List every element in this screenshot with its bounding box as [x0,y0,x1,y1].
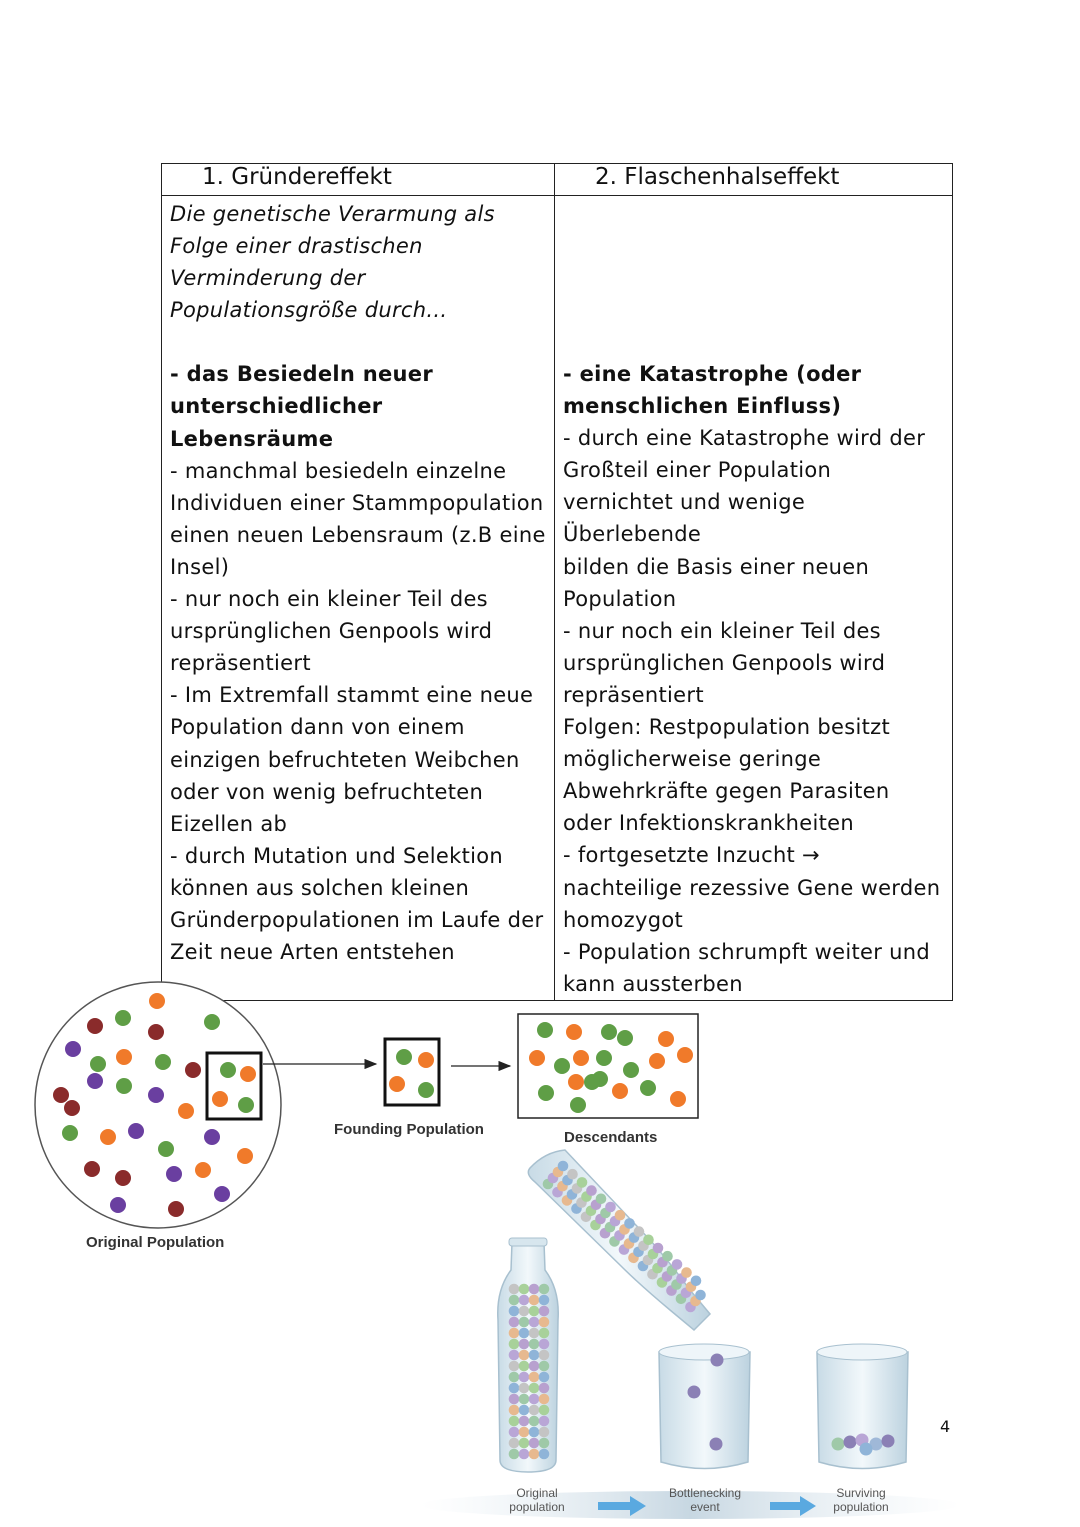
bead [509,1438,520,1449]
original-population-label: Original Population [86,1234,225,1251]
dot [617,1030,633,1046]
text-line: möglicherweise geringe [563,747,822,772]
bead [519,1350,530,1361]
dot [396,1049,412,1065]
bead [529,1350,540,1361]
bead [662,1251,673,1262]
dot [570,1097,586,1113]
bead [882,1435,895,1448]
bead [688,1386,701,1399]
dot [204,1129,220,1145]
bead [539,1306,550,1317]
bead [519,1339,530,1350]
dot [178,1103,194,1119]
dot [418,1052,434,1068]
text-line: oder Infektionskrankheiten [563,811,855,836]
dot [195,1162,211,1178]
dot [612,1083,628,1099]
bead [529,1372,540,1383]
text-line: einen neuen Lebensraum (z.B eine [170,522,546,547]
bead [558,1161,569,1172]
dot [584,1074,600,1090]
founding-population-label: Founding Population [334,1121,484,1138]
text-line: einzigen befruchteten Weibchen [170,747,520,772]
dot [87,1073,103,1089]
dot [596,1050,612,1066]
dot [65,1041,81,1057]
text-line: - Population schrumpft weiter und [563,939,930,964]
text-line: repräsentiert [170,651,311,676]
text-line: - manchmal besiedeln einzelne [170,458,507,483]
text-line: können aus solchen kleinen [170,875,470,900]
bead [539,1438,550,1449]
text-line: - nur noch ein kleiner Teil des [170,587,488,612]
dot [204,1014,220,1030]
text-line: Gründerpopulationen im Laufe der [170,907,544,932]
page-number: 4 [940,1417,951,1436]
bead [529,1427,540,1438]
bead [529,1317,540,1328]
bead [529,1328,540,1339]
bead [529,1295,540,1306]
bead [529,1449,540,1460]
text-line: ursprünglichen Genpools wird [563,650,886,675]
bead [519,1295,530,1306]
text-line: Individuen einer Stammpopulation [170,490,544,515]
bead [509,1394,520,1405]
dot [128,1123,144,1139]
bead [509,1405,520,1416]
dot [601,1024,617,1040]
bead [539,1350,550,1361]
bead [596,1194,607,1205]
bead [577,1177,588,1188]
bead [539,1383,550,1394]
dot [110,1197,126,1213]
text-line: kann aussterben [563,971,743,996]
dot [90,1056,106,1072]
dot [389,1076,405,1092]
text-line: Großteil einer Population [563,458,832,483]
dot [148,1024,164,1040]
dot [240,1066,256,1082]
bead [519,1427,530,1438]
bead [509,1427,520,1438]
text-line: Eizellen ab [170,811,288,836]
definition-text [170,198,546,326]
bead [519,1306,530,1317]
bead [509,1328,520,1339]
bead [844,1436,857,1449]
text-line: Insel) [170,554,230,579]
bead [509,1350,520,1361]
bead [509,1317,520,1328]
dot [158,1141,174,1157]
header-founder-effect: 1. Gründereffekt [162,164,555,196]
dot [212,1091,228,1107]
bead [539,1317,550,1328]
dot [148,1087,164,1103]
bead [681,1267,692,1278]
dot [155,1054,171,1070]
text-line: homozygot [563,907,684,932]
dot [149,993,165,1009]
bead [519,1317,530,1328]
bead [615,1210,626,1221]
bead [519,1449,530,1460]
bead [509,1295,520,1306]
bead [519,1284,530,1295]
dot [649,1053,665,1069]
dot [658,1031,674,1047]
dot [677,1047,693,1063]
bead [634,1226,645,1237]
bead [695,1290,706,1301]
header-bottleneck-effect: 2. Flaschenhalseffekt [555,164,953,196]
bead [509,1306,520,1317]
bead [539,1416,550,1427]
text-line: - durch eine Katastrophe wird der [563,426,926,451]
founding-population-dots [389,1049,434,1098]
dot [185,1062,201,1078]
bead [529,1405,540,1416]
dot [640,1080,656,1096]
bottleneck-glass [659,1344,750,1469]
bead [509,1361,520,1372]
bottleneck-effect-text [563,358,944,1000]
descendants-label: Descendants [564,1129,658,1146]
text-line: repräsentiert [563,682,704,707]
text-line: Abwehrkräfte gegen Parasiten [563,779,890,804]
text-line: - das Besiedeln neuer [170,362,434,387]
bead [529,1284,540,1295]
bead [539,1449,550,1460]
bead [519,1372,530,1383]
definition-line: Verminderung der [170,266,366,291]
bead [605,1202,616,1213]
text-line: - Im Extremfall stammt eine neue [170,683,534,708]
text-line: Population dann von einem [170,715,465,740]
comparison-table [161,163,953,1001]
dot [116,1078,132,1094]
text-line: - durch Mutation und Selektion [170,843,504,868]
bead [539,1405,550,1416]
dot [529,1050,545,1066]
text-line: nachteilige rezessive Gene werden [563,875,941,900]
text-line: unterschiedlicher Lebensräume [170,394,383,451]
text-line: Population [563,586,677,611]
text-line: oder von wenig befruchteten [170,779,484,804]
bead [860,1443,873,1456]
bottleneck-effect-cell [555,196,953,1001]
bead [509,1416,520,1427]
dot [100,1129,116,1145]
bead [519,1361,530,1372]
text-line: vernichtet und wenige Überlebende [563,490,806,547]
bead [509,1449,520,1460]
dot [168,1201,184,1217]
founder-effect-text [170,358,546,968]
dot [623,1062,639,1078]
bead [519,1405,530,1416]
bead [519,1383,530,1394]
surviving-population-label: Surviving population [833,1486,889,1514]
bead [509,1383,520,1394]
bead [624,1218,635,1229]
bead [643,1235,654,1246]
dot [115,1170,131,1186]
text-line: menschlichen Einfluss) [563,394,842,419]
bead [529,1361,540,1372]
text-line: Zeit neue Arten entstehen [170,940,455,965]
dot [53,1087,69,1103]
bead [529,1306,540,1317]
dot [64,1100,80,1116]
bead [539,1328,550,1339]
text-line: ursprünglichen Genpools wird [170,619,493,644]
dot [538,1085,554,1101]
bead [509,1372,520,1383]
definition-line: Folge einer drastischen [170,234,423,259]
dot [670,1091,686,1107]
text-line: Folgen: Restpopulation besitzt [563,715,891,740]
definition-line: Die genetische Verarmung als [170,202,495,226]
dot [238,1097,254,1113]
bottleneck-event-label: Bottlenecking event [668,1486,742,1514]
bead [529,1339,540,1350]
bead [586,1185,597,1196]
bead [539,1361,550,1372]
bead [529,1394,540,1405]
dot [418,1082,434,1098]
dot [237,1148,253,1164]
text-line: bilden die Basis einer neuen [563,554,870,579]
dot [568,1074,584,1090]
dot [115,1010,131,1026]
dot [87,1018,103,1034]
bead [519,1416,530,1427]
bead [509,1339,520,1350]
bead [539,1339,550,1350]
bead [653,1243,664,1254]
bead [509,1284,520,1295]
bead [519,1328,530,1339]
dot [566,1024,582,1040]
dot [166,1166,182,1182]
bead [539,1284,550,1295]
bead [529,1416,540,1427]
dot [537,1022,553,1038]
text-line: - fortgesetzte Inzucht → [563,843,820,868]
dot [214,1186,230,1202]
definition-line: Populationsgröße durch... [170,298,448,323]
dot [116,1049,132,1065]
bead [529,1383,540,1394]
bead [711,1354,724,1367]
bead [672,1259,683,1270]
dot [84,1161,100,1177]
text-line: - nur noch ein kleiner Teil des [563,618,881,643]
dot [554,1058,570,1074]
bead [539,1427,550,1438]
bead [529,1438,540,1449]
bead [710,1438,723,1451]
bead [519,1438,530,1449]
dot [220,1062,236,1078]
bead [691,1276,702,1287]
dot [62,1125,78,1141]
dot [573,1050,589,1066]
bead [539,1372,550,1383]
bead [539,1394,550,1405]
bead [519,1394,530,1405]
text-line: - eine Katastrophe (oder [563,362,862,386]
bead [539,1295,550,1306]
bead [567,1169,578,1180]
original-bottle-label: Original population [509,1486,565,1514]
founder-effect-cell [162,196,555,1001]
bead [832,1438,845,1451]
